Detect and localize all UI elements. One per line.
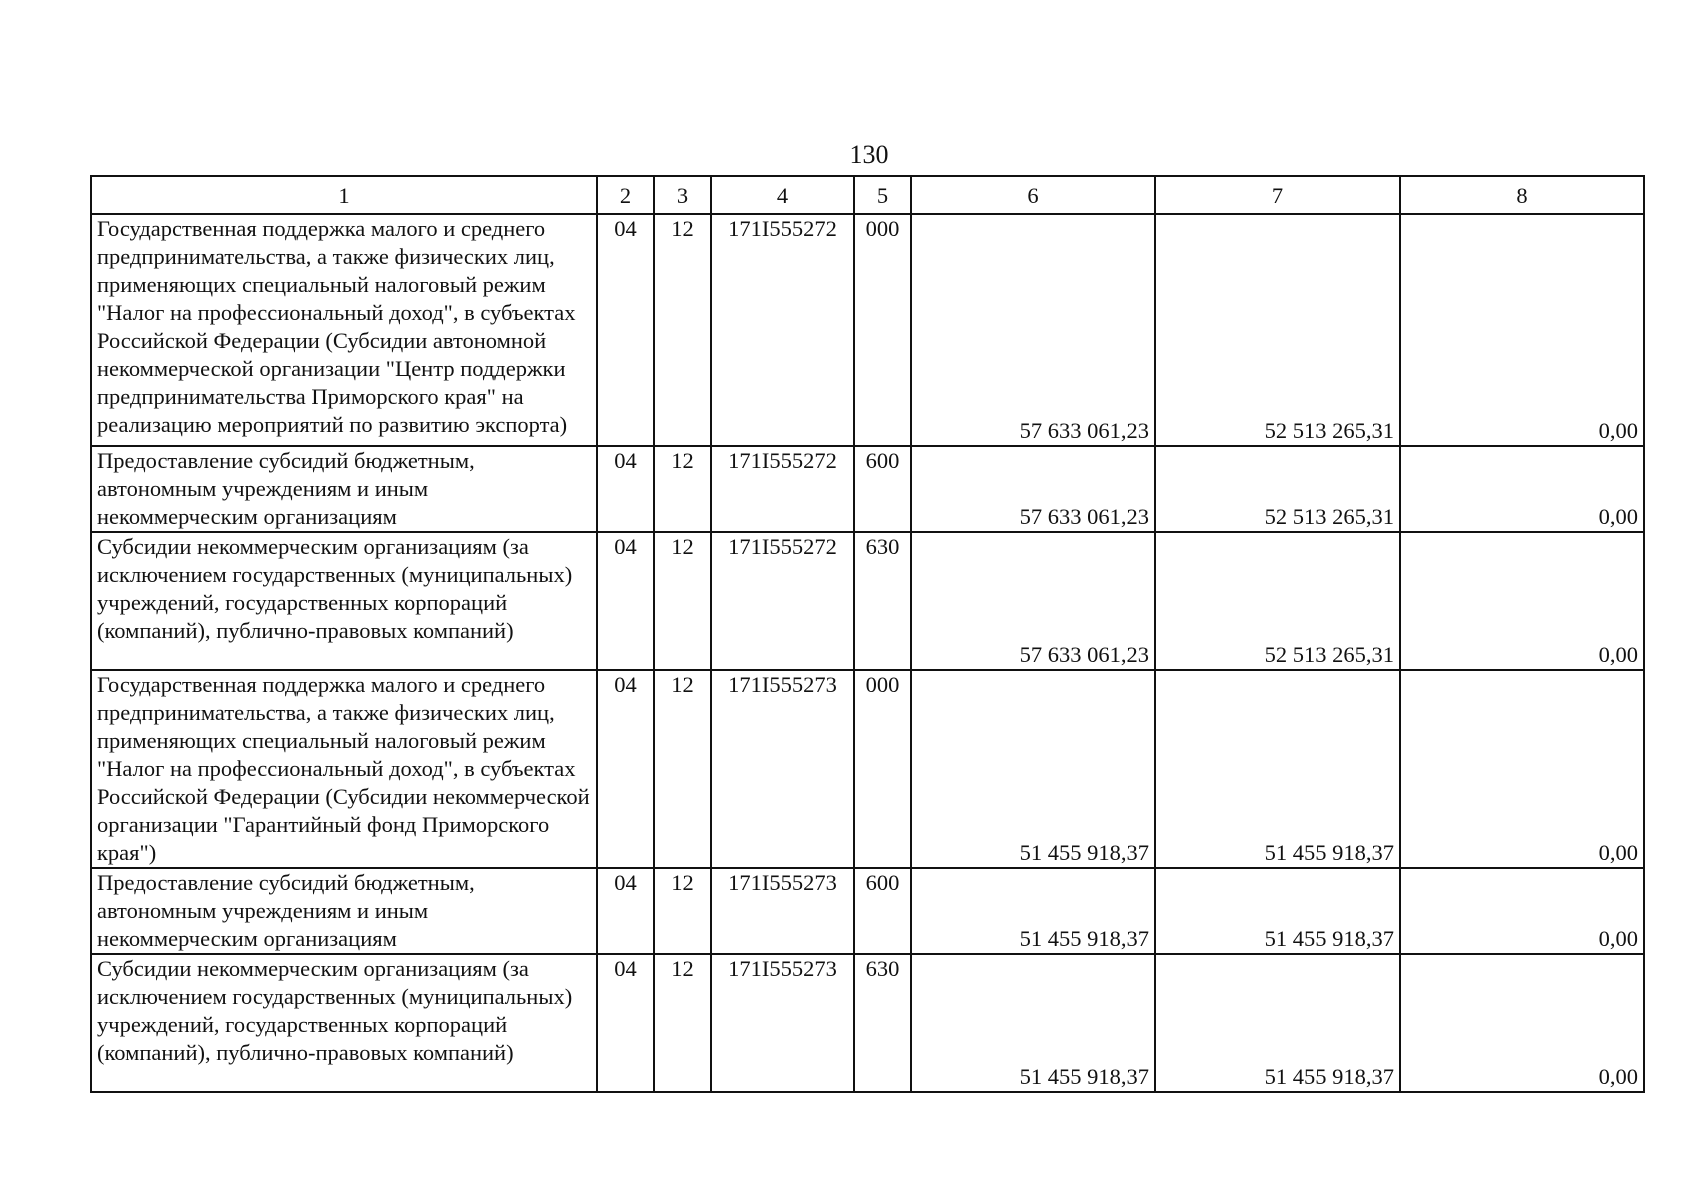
table-row — [91, 954, 1644, 1092]
budget-table — [90, 175, 1645, 1093]
target-article-cell: 171I555272 — [711, 214, 854, 446]
amount-cell: 57 633 061,23 — [911, 532, 1155, 670]
amount-cell: 51 455 918,37 — [1155, 954, 1400, 1092]
subsection-code-cell: 12 — [654, 214, 711, 446]
amount-cell: 52 513 265,31 — [1155, 214, 1400, 446]
expense-type-cell: 600 — [854, 868, 911, 954]
column-header: 2 — [597, 176, 654, 214]
row-name-cell: Предоставление субсидий бюджетным, автономным учреждениям и иным некоммерческим организациям — [91, 868, 597, 954]
target-article-cell: 171I555272 — [711, 532, 854, 670]
target-article-cell: 171I555272 — [711, 446, 854, 532]
subsection-code-cell: 12 — [654, 954, 711, 1092]
section-code-cell: 04 — [597, 446, 654, 532]
target-article-cell: 171I555273 — [711, 670, 854, 868]
column-header: 1 — [91, 176, 597, 214]
amount-cell: 51 455 918,37 — [911, 670, 1155, 868]
section-code-cell: 04 — [597, 954, 654, 1092]
target-article-cell: 171I555273 — [711, 868, 854, 954]
subsection-code-cell: 12 — [654, 670, 711, 868]
amount-cell: 57 633 061,23 — [911, 214, 1155, 446]
table-row — [91, 532, 1644, 670]
section-code-cell: 04 — [597, 532, 654, 670]
amount-cell: 0,00 — [1400, 954, 1644, 1092]
amount-cell: 57 633 061,23 — [911, 446, 1155, 532]
section-code-cell: 04 — [597, 214, 654, 446]
column-header: 4 — [711, 176, 854, 214]
column-header: 5 — [854, 176, 911, 214]
amount-cell: 0,00 — [1400, 446, 1644, 532]
amount-cell: 51 455 918,37 — [1155, 670, 1400, 868]
amount-cell: 0,00 — [1400, 214, 1644, 446]
amount-cell: 51 455 918,37 — [911, 954, 1155, 1092]
expense-type-cell: 000 — [854, 670, 911, 868]
subsection-code-cell: 12 — [654, 868, 711, 954]
column-header: 3 — [654, 176, 711, 214]
subsection-code-cell: 12 — [654, 532, 711, 670]
row-name-cell: Предоставление субсидий бюджетным, автономным учреждениям и иным некоммерческим организациям — [91, 446, 597, 532]
section-code-cell: 04 — [597, 670, 654, 868]
amount-cell: 52 513 265,31 — [1155, 446, 1400, 532]
column-header: 7 — [1155, 176, 1400, 214]
amount-cell: 0,00 — [1400, 868, 1644, 954]
amount-cell: 51 455 918,37 — [1155, 868, 1400, 954]
column-header: 8 — [1400, 176, 1644, 214]
row-name-cell: Субсидии некоммерческим организациям (за исключением государственных (муниципальных) учреждений, государственных корпораций (компаний), публично-правовых компаний) — [91, 954, 597, 1092]
amount-cell: 52 513 265,31 — [1155, 532, 1400, 670]
expense-type-cell: 630 — [854, 532, 911, 670]
table-row — [91, 670, 1644, 868]
table-row — [91, 868, 1644, 954]
amount-cell: 0,00 — [1400, 670, 1644, 868]
page-number: 130 — [849, 140, 889, 169]
amount-cell: 0,00 — [1400, 532, 1644, 670]
header-row — [91, 176, 1644, 214]
target-article-cell: 171I555273 — [711, 954, 854, 1092]
table-row — [91, 446, 1644, 532]
expense-type-cell: 000 — [854, 214, 911, 446]
section-code-cell: 04 — [597, 868, 654, 954]
row-name-cell: Государственная поддержка малого и среднего предпринимательства, а также физических лиц, применяющих специальный налоговый режим "Налог на профессиональный доход", в субъектах Российской Федерации (Субсидии некоммерческой организации "Гарантийный фонд Приморского края") — [91, 670, 597, 868]
subsection-code-cell: 12 — [654, 446, 711, 532]
row-name-cell: Государственная поддержка малого и среднего предпринимательства, а также физических лиц, применяющих специальный налоговый режим "Налог на профессиональный доход", в субъектах Российской Федерации (Субсидии автономной некоммерческой организации "Центр поддержки предпринимательства Приморского края" на реализацию мероприятий по развитию экспорта) — [91, 214, 597, 446]
column-header: 6 — [911, 176, 1155, 214]
expense-type-cell: 630 — [854, 954, 911, 1092]
expense-type-cell: 600 — [854, 446, 911, 532]
table-row — [91, 214, 1644, 446]
row-name-cell: Субсидии некоммерческим организациям (за исключением государственных (муниципальных) учреждений, государственных корпораций (компаний), публично-правовых компаний) — [91, 532, 597, 670]
amount-cell: 51 455 918,37 — [911, 868, 1155, 954]
